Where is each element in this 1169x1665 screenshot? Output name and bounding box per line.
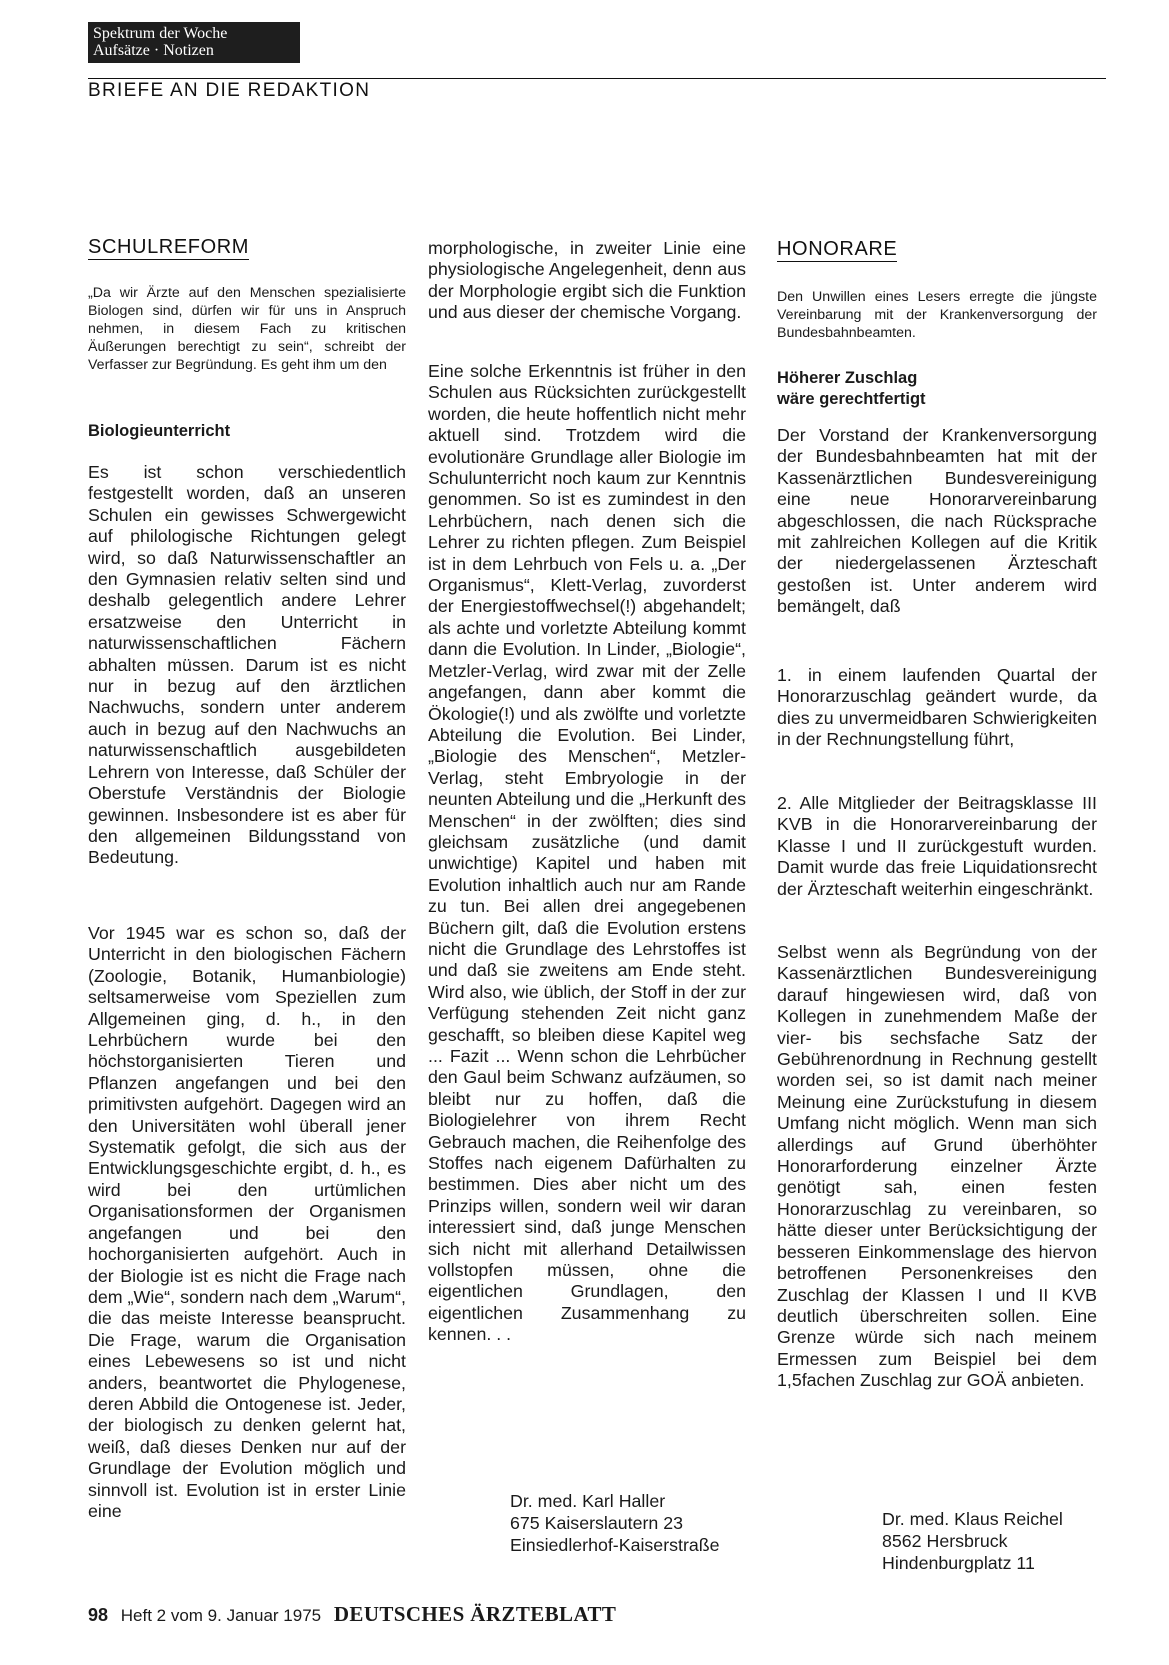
- paragraph: morphologische, in zweiter Linie eine physiologische Angelegenheit, denn aus der Morphologie ergibt sich die Funktion und aus dieser der chemische Vorgang.: [428, 238, 746, 323]
- signature-line: Einsiedlerhof-Kaiserstraße: [510, 1535, 720, 1555]
- section-heading: BRIEFE AN DIE REDAKTION: [88, 80, 371, 101]
- page-footer: [88, 1602, 616, 1627]
- article-heading-honorare: HONORARE: [777, 238, 898, 260]
- rubric-line-1: Spektrum der Woche: [93, 25, 228, 42]
- paragraph: 2. Alle Mitglieder der Beitragsklasse III KVB in die Honorarvereinbarung der Klasse I und II zurückgestuft wurden. Damit wurde das freie Liquidationsrecht der Ärzteschaft weiterhin eingeschränkt.: [777, 793, 1097, 899]
- article-intro: Den Unwillen eines Lesers erregte die jüngste Vereinbarung mit der Krankenversorgung der Bundesbahnbeamten.: [777, 289, 1097, 341]
- subheading-line: Höherer Zuschlag: [777, 369, 918, 387]
- paragraph: Es ist schon verschiedentlich festgestellt worden, daß an unseren Schulen ein gewisses Schwergewicht auf philologische Richtungen gelegt wird, so daß Naturwissenschaftler an den Gymnasien relativ selten sind und deshalb gelegentlich andere Lehrer ersatzweise den Unterricht in naturwissenschaftlichen Fächern abhalten müssen. Darum ist es nicht nur in bezug auf den ärztlichen Nachwuchs, sondern unter anderem auch in bezug auf den Nachwuchs an naturwissenschaftlich ausgebildeten Lehrern von Interesse, daß Schüler der Oberstufe Verständnis der Biologie gewinnen. Insbesondere ist es aber für den allgemeinen Bildungsstand von Bedeutung.: [88, 462, 406, 868]
- header-rule: [88, 78, 1106, 79]
- paragraph: 1. in einem laufenden Quartal der Honorarzuschlag geändert wurde, da dies zu unvermeidbaren Schwierigkeiten in der Rechnungstellung führt,: [777, 665, 1097, 750]
- journal-name: DEUTSCHES ÄRZTEBLATT: [333, 1602, 617, 1626]
- paragraph: Der Vorstand der Krankenversorgung der Bundesbahnbeamten hat mit der Kassenärztlichen Bundesvereinigung eine neue Honorarvereinbarung abgeschlossen, die nach Rücksprache mit zahlreichen Kollegen auf die Kritik der niedergelassenen Ärzteschaft gestoßen ist. Unter anderem wird bemängelt, daß: [777, 425, 1097, 617]
- signature-reichel: [882, 1508, 1063, 1574]
- subheading-line: wäre gerechtfertigt: [777, 390, 926, 408]
- article-heading-schulreform: SCHULREFORM: [88, 236, 250, 258]
- paragraph: Selbst wenn als Begründung von der Kassenärztlichen Bundesvereinigung darauf hingewiesen wird, daß von Kollegen in zunehmendem Maße der vier- bis sechsfache Satz der Gebührenordnung in Rechnung gestellt worden sei, so ist damit nach meiner Meinung eine Zurückstufung in diesem Umfang nicht möglich. Wenn man sich allerdings auf Grund überhöhter Honorarforderung einzelner Ärzte genötigt sah, einen festen Honorarzuschlag zu vereinbaren, so hätte dieser unter Berücksichtigung der besseren Einkommenslage des hiervon betroffenen Personenkreises den Zuschlag der Klassen I und II KVB deutlich überschreiten sollen. Eine Grenze würde sich nach meinem Ermessen zum Beispiel bei dem 1,5fachen Zuschlag zur GOÄ anbieten.: [777, 942, 1097, 1391]
- signature-haller: [510, 1490, 720, 1556]
- article-subheading: [777, 368, 1097, 410]
- paragraph: Eine solche Erkenntnis ist früher in den Schulen aus Rücksichten zurückgestellt worden, die heute hoffentlich nicht mehr aktuell sind. Trotzdem wird die evolutionäre Grundlage aller Biologie im Schulunterricht noch kaum zur Kenntnis genommen. So ist es zumindest in den Lehrbüchern, nach denen sich die Lehrer zu richten pflegen. Zum Beispiel ist in dem Lehrbuch von Fels u. a. „Der Organismus“, Klett-Verlag, zuvorderst der Energiestoffwechsel(!) abgehandelt; als achte und vorletzte Abteilung kommt dann die Evolution. In Linder, „Biologie“, Metzler-Verlag, wird zwar mit der Zelle angefangen, dann aber kommt die Ökologie(!) und als zwölfte und vorletzte Abteilung die Evolution. Bei Linder, „Biologie des Menschen“, Metzler-Verlag, steht Embryologie in der neunten Abteilung und die „Herkunft des Menschen“ in der zwölften; dies sind gleichsam zusätzliche (und damit unwichtige) Kapitel und haben mit Evolution inhaltlich auch nur am Rande zu tun. Bei allen drei angegebenen Büchern gilt, daß die Evolution erstens nicht die Grundlage des Lehrstoffes ist und daß sie zweitens am Ende steht. Wird also, wie üblich, der Stoff in der zur Verfügung stehenden Zeit nicht ganz geschafft, so bleiben diese Kapitel weg ... Fazit ... Wenn schon die Lehrbücher den Gaul beim Schwanz aufzäumen, so bleibt nur zu hoffen, daß die Biologielehrer von ihrem Recht Gebrauch machen, die Reihenfolge des Stoffes nach eigenem Dafürhalten zu bestimmen. Dies aber nicht um des Prinzips willen, sondern weil wir daran interessiert sind, daß junge Menschen sich nicht mit allerhand Detailwissen vollstopfen müssen, ohne die eigentlichen Grundlagen, den eigentlichen Zusammenhang zu kennen. . .: [428, 361, 746, 1345]
- article-subheading: Biologieunterricht: [88, 422, 231, 440]
- page-number: 98: [88, 1605, 109, 1625]
- signature-line: Dr. med. Karl Haller: [510, 1491, 666, 1511]
- article-intro: „Da wir Ärzte auf den Menschen spezialisierte Biologen sind, dürfen wir für uns in Anspruch nehmen, in diesem Fach zu kritischen Äußerungen berechtigt zu sein“, schreibt der Verfasser zur Begründung. Es geht ihm um den: [88, 285, 406, 373]
- signature-line: 8562 Hersbruck: [882, 1531, 1008, 1551]
- signature-line: Hindenburgplatz 11: [882, 1553, 1035, 1573]
- signature-line: 675 Kaiserslautern 23: [510, 1513, 683, 1533]
- rubric-line-2: Aufsätze · Notizen: [93, 42, 214, 59]
- rubric-box: [88, 22, 300, 63]
- issue-info: Heft 2 vom 9. Januar 1975: [120, 1606, 322, 1625]
- signature-line: Dr. med. Klaus Reichel: [882, 1509, 1063, 1529]
- paragraph: Vor 1945 war es schon so, daß der Unterricht in den biologischen Fächern (Zoologie, Botanik, Humanbiologie) seltsamerweise vom Speziellen zum Allgemeinen ging, d. h., in den Lehrbüchern wurde bei den höchstorganisierten Tieren und Pflanzen angefangen und bei den primitivsten aufgehört. Dagegen wird an den Universitäten wohl überall jener Systematik gefolgt, die sich aus der Entwicklungsgeschichte ergibt, d. h., es wird bei den urtümlichen Organisationsformen der Organismen angefangen und bei den hochorganisierten aufgehört. Auch in der Biologie ist es nicht die Frage nach dem „Wie“, sondern nach dem „Warum“, die das meiste Interesse beansprucht. Die Frage, warum die Organisation eines Lebewesens so ist und nicht anders, beantwortet die Phylogenese, deren Abbild die Ontogenese ist. Jeder, der biologisch zu denken gelernt hat, weiß, daß dieses Denken nur auf der Grundlage der Evolution möglich und sinnvoll ist. Evolution ist in erster Linie eine: [88, 923, 406, 1521]
